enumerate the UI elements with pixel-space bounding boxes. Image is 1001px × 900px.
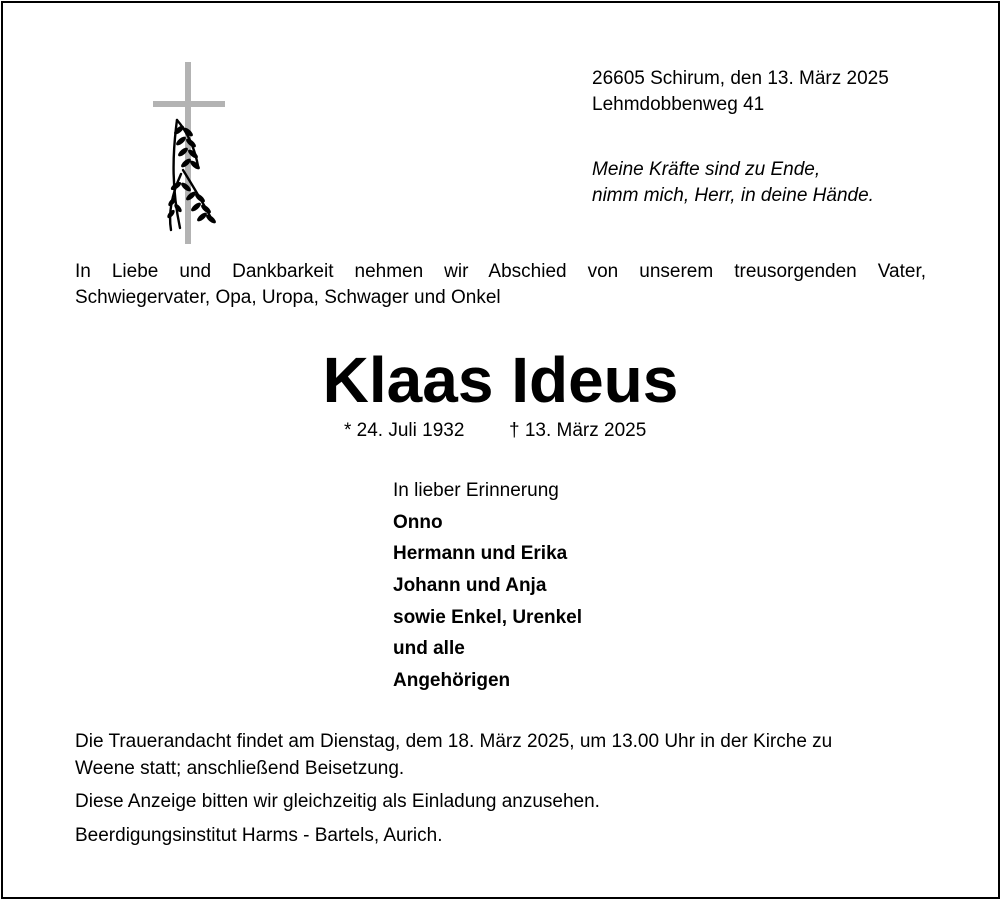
- mourner-line: Johann und Anja: [393, 575, 547, 596]
- mourner-line: und alle: [393, 638, 465, 659]
- service-notice-line: Die Trauerandacht findet am Dienstag, dem 18. März 2025, um 13.00 Uhr in der Kirche zu: [75, 731, 833, 752]
- mourner-line: Angehörigen: [393, 670, 511, 691]
- undertaker-notice: Beerdigungsinstitut Harms - Bartels, Aurich.: [75, 825, 443, 846]
- invitation-notice: Diese Anzeige bitten wir gleichzeitig als Einladung anzusehen.: [75, 791, 600, 812]
- cross-with-wheat-icon: [150, 62, 230, 248]
- birth-date: * 24. Juli 1932: [344, 420, 465, 441]
- mourner-line: sowie Enkel, Urenkel: [393, 607, 583, 628]
- intro-line: Schwiegervater, Opa, Uropa, Schwager und Onkel: [75, 287, 501, 308]
- intro-line: In Liebe und Dankbarkeit nehmen wir Abschied von unserem treusorgenden Vater,: [75, 261, 926, 282]
- mourners-heading: In lieber Erinnerung: [393, 480, 559, 501]
- place-date: 26605 Schirum, den 13. März 2025: [592, 68, 889, 89]
- deceased-name: Klaas Ideus: [322, 344, 679, 416]
- quote-line: Meine Kräfte sind zu Ende,: [592, 159, 821, 180]
- address: Lehmdobbenweg 41: [592, 94, 765, 115]
- quote-line: nimm mich, Herr, in deine Hände.: [592, 185, 874, 206]
- service-notice-line: Weene statt; anschließend Beisetzung.: [75, 758, 405, 779]
- mourner-line: Hermann und Erika: [393, 543, 568, 564]
- mourner-line: Onno: [393, 512, 443, 533]
- death-date: † 13. März 2025: [509, 420, 647, 441]
